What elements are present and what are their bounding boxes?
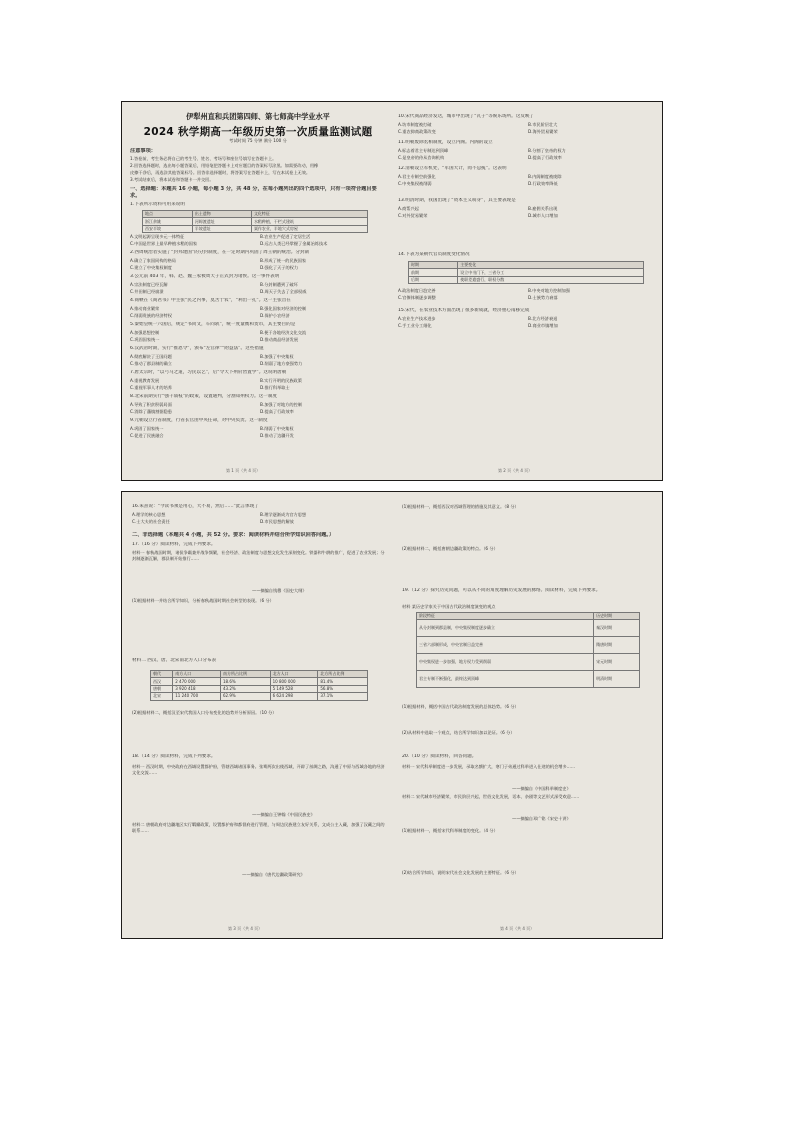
option: B.市民阶层壮大 bbox=[528, 122, 558, 127]
table-cell: 粟作农业，半地穴式房屋 bbox=[251, 225, 367, 232]
table-cell: 三省六部制形成，中央官制日益完善 bbox=[417, 637, 594, 654]
table-cell: 秦汉时期 bbox=[594, 620, 640, 637]
q14-table bbox=[408, 261, 644, 284]
option: B.削弱了中央集权 bbox=[260, 426, 294, 431]
section-2-heading: 二、非选择题（本题共 4 小题，共 52 分。要求：阅读材料并结合所学知识回答问题。） bbox=[132, 532, 335, 538]
option: C.削弱贵族的经济特权 bbox=[130, 313, 172, 318]
exam-photo-page-1 bbox=[122, 102, 662, 480]
question-14: 14.下表为某朝代官员制度变化情况 bbox=[398, 252, 470, 257]
source-line: ——摘编自邓广铭《宋史十讲》 bbox=[512, 816, 571, 821]
table-cell: 河姆渡遗址 bbox=[192, 218, 251, 225]
table-cell: 18.6% bbox=[220, 678, 270, 685]
table-cell: 出土遗物 bbox=[192, 211, 251, 218]
q18-material-1: 材料一 西汉时期，中央政府在西域设置都护府，管辖西域诸国事务。张骞两次出使西域，开辟了丝绸之路，沟通了中原与西域各地的经济文化交流…… bbox=[132, 764, 385, 775]
option: D.周天子失去了全部权威 bbox=[260, 289, 307, 294]
table-cell: 西汉 bbox=[151, 678, 173, 685]
table-cell: 南方人口 bbox=[173, 671, 221, 678]
q1-table bbox=[142, 210, 368, 233]
table-cell: 北方所占比例 bbox=[318, 671, 368, 678]
table-cell: 43.2% bbox=[220, 685, 270, 692]
source-line: ——摘编自王钟翰《中国民族史》 bbox=[252, 812, 315, 817]
exam-title: 2024 秋学期高一年级历史第一次质量监测试题 bbox=[143, 126, 373, 138]
option: C.巩固国家统一 bbox=[130, 337, 160, 342]
page-2-right-column bbox=[398, 102, 656, 480]
option: A.加强思想控制 bbox=[130, 330, 160, 335]
q20-subquestion-2: (2)结合所学知识，说明宋代社会文化发展的主要特征。（6 分） bbox=[402, 870, 519, 875]
q19-subquestion-1: (1)根据材料，概括中国古代政治制度发展的总体趋势。（6 分） bbox=[402, 704, 519, 709]
q17-material-1: 材料一 春秋战国时期，诸侯争霸兼并战争频繁，社会经济、政治制度与思想文化发生深刻变化。铁器和牛耕的推广，促进了农业发展；分封制逐渐瓦解，郡县制开始推行…… bbox=[132, 550, 385, 561]
option: A.彻底解决了王国问题 bbox=[130, 354, 172, 359]
table-cell: 唐朝 bbox=[151, 685, 173, 692]
question-6: 6.汉武帝时期，实行“推恩令”，颁布“左官律”“附益法”。这些措施 bbox=[130, 346, 264, 351]
q19-subquestion-2: (2)从材料中选取一个观点，结合所学知识加以论证。（6 分） bbox=[402, 730, 515, 735]
option: D.强化了天子的权力 bbox=[260, 265, 299, 270]
option: A.推动商业繁荣 bbox=[130, 306, 160, 311]
table-cell: 文化特征 bbox=[251, 211, 367, 218]
option: D.行政效率降低 bbox=[528, 181, 558, 186]
q18-subquestion-2: (2)根据材料二，概括唐朝边疆政策的特点。（6 分） bbox=[402, 546, 498, 551]
table-cell: 隋唐时期 bbox=[594, 637, 640, 654]
q18-material-2: 材料二 唐朝政府对边疆地区实行羁縻政策，设置都护府和都督府进行管理，与周边民族建立友好关系，文成公主入藏，加强了汉藏之间的联系…… bbox=[132, 822, 385, 833]
option: B.内阁制度被废除 bbox=[528, 174, 562, 179]
header-line: 伊犁州直和兵团第四师、第七师高中学业水平 bbox=[186, 112, 330, 121]
option: B.实行开明的民族政策 bbox=[260, 378, 302, 383]
option: D.推动商品经济发展 bbox=[260, 337, 299, 342]
option: D.市民思想的解放 bbox=[260, 519, 294, 524]
option: B.理学逐渐成为官方思想 bbox=[260, 512, 307, 517]
question-9: 9.元朝设立行省制度，行省长官由中央任命，对中央负责。这一制度 bbox=[130, 418, 268, 423]
table-cell: 前期 bbox=[409, 269, 458, 276]
option: A.理学的核心思想 bbox=[132, 512, 166, 517]
question-2: 2.西周统治者实施了“封邦建国”的分封制度，在一定时期内巩固了周王朝的统治。分封制 bbox=[130, 250, 310, 255]
question-7: 7.唐太宗时，“以弓马之道，习民以艺”，后“令天下州府皆置学”。这说明唐朝 bbox=[130, 370, 287, 375]
question-10: 10.宋代商品经济发达，城市中出现了“瓦子”等娱乐场所。这反映了 bbox=[398, 114, 535, 119]
option: A.导致了积贫积弱局面 bbox=[130, 402, 172, 407]
option: D.商业市镇增加 bbox=[528, 323, 558, 328]
q20-material-2: 材料二 宋代城市经济繁荣，市民阶层兴起，世俗文化发展，话本、杂剧等文艺形式深受欢迎…… bbox=[402, 794, 580, 799]
option: C.建立了中央集权制度 bbox=[130, 265, 172, 270]
question-19: 19.（12 分）探究历史问题，可以从不同的角度理解历史发展的脉络。阅读材料，完成下列要求。 bbox=[402, 588, 601, 593]
option: B.雇佣关系出现 bbox=[528, 206, 558, 211]
note-item: 皮擦干净后，再选涂其他答案标号。回答非选择题时，将答案写在答题卡上，写在本试卷上无效。 bbox=[130, 170, 311, 175]
note-item: 2.回答选择题时，选出每小题答案后，用铅笔把答题卡上对应题目的答案标号涂黑。如需要改动，用橡 bbox=[130, 163, 319, 168]
table-header: 阶段特征 bbox=[417, 613, 594, 620]
option: B.农业生产促进了定居生活 bbox=[260, 234, 311, 239]
option: A.坊市制度被打破 bbox=[398, 122, 432, 127]
option: C.井田制已经崩溃 bbox=[130, 289, 164, 294]
option: A.政治制度日趋完善 bbox=[398, 288, 436, 293]
table-cell: 从分封制到郡县制，中央集权制度逐步确立 bbox=[417, 620, 594, 637]
question-20: 20.（10 分）阅读材料，回答问题。 bbox=[402, 754, 477, 759]
table-cell: 南方所占比例 bbox=[220, 671, 270, 678]
option: A.宗法制度已经瓦解 bbox=[130, 282, 168, 287]
table-cell: 明清时期 bbox=[594, 671, 640, 688]
table-cell: 半坡遗址 bbox=[192, 225, 251, 232]
option: C.对外贸易繁荣 bbox=[398, 213, 428, 218]
page-4-right-column bbox=[402, 492, 654, 938]
option: A.确立了家国同构的格局 bbox=[130, 258, 176, 263]
table-cell: 10 800 000 bbox=[270, 678, 318, 685]
question-1: 1.下表所示资料可用来说明 bbox=[130, 202, 185, 207]
source-line: ——摘编自《中国科举制度史》 bbox=[512, 786, 571, 791]
q17-material-2-title: 材料二 西汉、唐、北宋南北方人口分布表 bbox=[132, 658, 217, 663]
option: C.重农抑商政策改变 bbox=[398, 129, 436, 134]
question-15: 15.宋代，在农业技术方面出现了很多新成就，经济重心南移完成 bbox=[398, 308, 530, 313]
question-11: 11.明朝废除丞相制度，设立内阁。内阁的设立 bbox=[398, 140, 493, 145]
option: B.分封制遭到了破坏 bbox=[260, 282, 298, 287]
question-16: 16.朱熹说：“今读书须是用心，大不易，然后……”此言体现了 bbox=[132, 504, 259, 509]
option: D.推行科举取士 bbox=[260, 385, 290, 390]
table-cell: 81.4% bbox=[318, 678, 368, 685]
table-cell: 设立中书门下，三省分工 bbox=[458, 269, 644, 276]
q17-subquestion-2: (2)根据材料二，概括汉至宋代我国人口分布变化的趋势并分析原因。（10 分） bbox=[132, 710, 277, 715]
option: C.推动了郡县制的确立 bbox=[130, 361, 172, 366]
table-cell: 浙江余姚 bbox=[143, 218, 193, 225]
option: C.促进了民族融合 bbox=[130, 433, 164, 438]
option: A.商帮兴起 bbox=[398, 206, 419, 211]
option: B.中央对地方控制加强 bbox=[528, 288, 570, 293]
note-item: 1.答卷前，考生务必将自己的考生号、姓名、考场号和座位号填写在答题卡上。 bbox=[130, 156, 277, 161]
section-1-heading: 一、选择题：本题共 16 小题，每小题 3 分，共 48 分，在每小题列出的四个选项中，只有一项符合题目要求。 bbox=[130, 186, 377, 199]
option: D.海外贸易繁荣 bbox=[528, 129, 558, 134]
page-number: 第 1 页（共 4 页） bbox=[226, 468, 261, 473]
option: B.加强了对地方的控制 bbox=[260, 402, 302, 407]
table-cell: 11 240 700 bbox=[173, 693, 221, 700]
option: D.削弱了地方豪强势力 bbox=[260, 361, 303, 366]
option: D.提高了行政效率 bbox=[528, 155, 562, 160]
exam-sheet-1 bbox=[122, 102, 662, 480]
option: C.是皇帝的侍从咨询机构 bbox=[398, 155, 445, 160]
option: B.便于各地经济文化交流 bbox=[260, 330, 307, 335]
q19-table-title: 材料 某历史学家关于中国古代政治制度演变的观点 bbox=[402, 604, 496, 609]
table-cell: 62.9% bbox=[220, 693, 270, 700]
table-cell: 后期 bbox=[409, 276, 458, 283]
option: B.分割了皇帝的权力 bbox=[528, 148, 566, 153]
table-cell: 朝代 bbox=[151, 671, 173, 678]
option: C.手工业分工细化 bbox=[398, 323, 432, 328]
table-cell: 北宋 bbox=[151, 693, 173, 700]
option: C.消除了藩镇割据隐患 bbox=[130, 409, 172, 414]
option: D.推动了边疆开发 bbox=[260, 433, 294, 438]
q18-subquestion-1: (1)根据材料一，概括西汉对西域管理的措施及其意义。（8 分） bbox=[402, 504, 519, 509]
table-cell: 地点 bbox=[143, 211, 193, 218]
table-cell: 西安半坡 bbox=[143, 225, 193, 232]
table-header: 历史时期 bbox=[594, 613, 640, 620]
question-12: 12.清朝设立军机处，“军国大计，罔不总揽”。这表明 bbox=[398, 166, 507, 171]
question-8: 8.北宋前期实行“强干弱枝”的政策，设置通判，分割知州权力。这一制度 bbox=[130, 394, 277, 399]
page-number: 第 2 页（共 4 页） bbox=[498, 468, 533, 473]
option: B.形成了统一的民族国家 bbox=[260, 258, 307, 263]
option: C.官僚体制逐步调整 bbox=[398, 295, 436, 300]
population-table bbox=[150, 670, 368, 701]
question-17: 17.（16 分）阅读材料，完成下列要求。 bbox=[132, 542, 216, 547]
option: D.保护小农经济 bbox=[260, 313, 290, 318]
table-cell: 6 624 298 bbox=[270, 693, 318, 700]
question-5: 5.秦始皇统一六国后，规定“书同文，车同轨”，统一度量衡和货币，其主要目的是 bbox=[130, 322, 296, 327]
question-18: 18.（14 分）阅读材料，完成下列要求。 bbox=[132, 754, 216, 759]
table-cell: 中央集权进一步加强，地方权力受到削弱 bbox=[417, 654, 594, 671]
table-cell: 3 920 418 bbox=[173, 685, 221, 692]
option: B.强化国家对经济的控制 bbox=[260, 306, 307, 311]
option: A.农业生产技术进步 bbox=[398, 316, 436, 321]
option: C.重视军事人才的培养 bbox=[130, 385, 172, 390]
option: D.远古人类已经掌握了金属冶炼技术 bbox=[260, 241, 328, 246]
option: D.城市人口增加 bbox=[528, 213, 558, 218]
q20-material-1: 材料一 宋代科举制度进一步发展，录取名额扩大，寒门子弟通过科举进入仕途的机会增多…… bbox=[402, 764, 576, 769]
option: A.巩固了国家统一 bbox=[130, 426, 164, 431]
q19-table bbox=[416, 612, 640, 688]
source-line: ——摘编自钱穆《国史大纲》 bbox=[252, 588, 307, 593]
table-cell: 37.1% bbox=[318, 693, 368, 700]
option: C.中央集权被削弱 bbox=[398, 181, 432, 186]
option: A.君主专制空前强化 bbox=[398, 174, 436, 179]
exam-photo-page-2 bbox=[122, 492, 662, 938]
page-number: 第 4 页（共 4 页） bbox=[500, 926, 535, 931]
source-line: ——摘编自《唐代边疆政策研究》 bbox=[242, 872, 305, 877]
notes-label: 注意事项： bbox=[130, 148, 156, 154]
option: A.重视教育发展 bbox=[130, 378, 160, 383]
table-cell: 时期 bbox=[409, 262, 458, 269]
option: A.标志着君主专制达到顶峰 bbox=[398, 148, 449, 153]
option: B.加强了中央集权 bbox=[260, 354, 294, 359]
table-cell: 主要变化 bbox=[458, 262, 644, 269]
table-cell: 56.8% bbox=[318, 685, 368, 692]
q20-subquestion-1: (1)根据材料一，概括宋代科举制度的变化。（4 分） bbox=[402, 828, 498, 833]
page-1-left-column bbox=[130, 102, 386, 480]
question-3: 3.公元前 403 年，韩、赵、魏三家被周天子正式封为诸侯。这一事件表明 bbox=[130, 274, 280, 279]
option: D.士族势力衰落 bbox=[528, 295, 558, 300]
exam-sheet-2 bbox=[122, 492, 662, 938]
table-cell: 2 470 000 bbox=[173, 678, 221, 685]
question-4: 4.商鞅在《商君书》中主张“民之内事，莫苦于农”，“利出一孔”。这一主张旨在 bbox=[130, 298, 291, 303]
option: B.北方经济衰退 bbox=[528, 316, 558, 321]
table-cell: 宋元时期 bbox=[594, 654, 640, 671]
table-cell: 5 149 528 bbox=[270, 685, 318, 692]
note-item: 3.考试结束后，将本试卷和答题卡一并交回。 bbox=[130, 177, 214, 182]
q17-subquestion-1: (1)根据材料一并结合所学知识，分析春秋战国时期社会转型的表现。（6 分） bbox=[132, 598, 274, 603]
page-3-left-column bbox=[132, 492, 386, 938]
option: D.提高了行政效率 bbox=[260, 409, 294, 414]
table-cell: 水稻种植，干栏式建筑 bbox=[251, 218, 367, 225]
option: C.中国是世界上最早种植水稻的国家 bbox=[130, 241, 198, 246]
table-cell: 北方人口 bbox=[270, 671, 318, 678]
exam-info: 考试时间 75 分钟 满分 100 分 bbox=[229, 138, 287, 143]
page-number: 第 3 页（共 4 页） bbox=[228, 926, 263, 931]
question-13: 13.明清时期，我国出现了“资本主义萌芽”，其主要表现是 bbox=[398, 198, 516, 203]
option: C.士大夫的社会责任 bbox=[132, 519, 170, 524]
option: A.文明起源呈现多元一体特征 bbox=[130, 234, 185, 239]
table-cell: 君主专制不断强化，最终达到顶峰 bbox=[417, 671, 594, 688]
table-cell: 使职差遣盛行，职权分散 bbox=[458, 276, 644, 283]
